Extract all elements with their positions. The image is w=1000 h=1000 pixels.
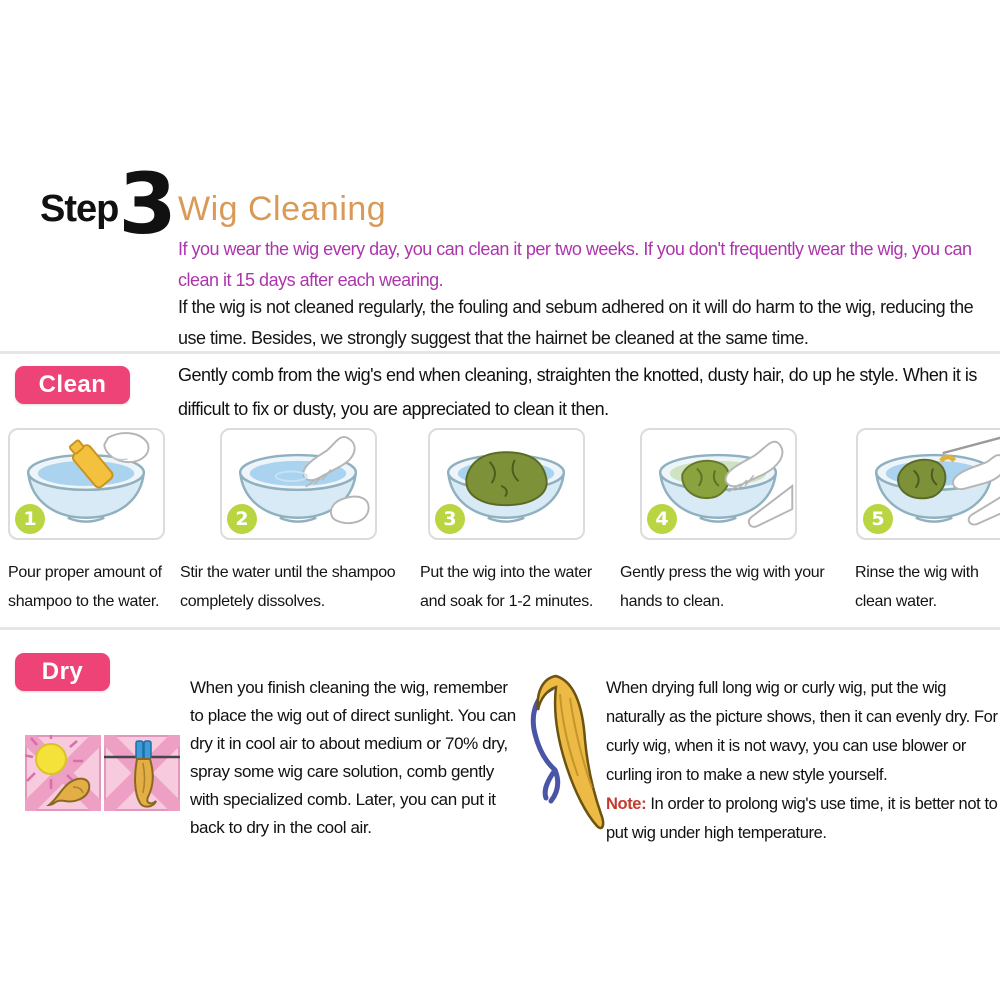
clean-badge: Clean (15, 366, 130, 404)
step-caption: Put the wig into the water and soak for 1-2 minutes. (420, 564, 594, 610)
intro-highlight-text: If you wear the wig every day, you can clean it per two weeks. If you don't frequently wear the wig, you can clean it 15 days after each wearing. (178, 239, 972, 290)
hang-dry-thumbnail (104, 735, 180, 811)
step-card (856, 428, 1000, 540)
page-title: Wig Cleaning (178, 190, 387, 228)
step-heading (40, 155, 177, 253)
note-label: Note: (606, 795, 647, 813)
step-number: 3 (118, 155, 177, 253)
hanging-wig-illustration (510, 668, 610, 851)
clean-description: Gently comb from the wig's end when cleaning, straighten the knotted, dusty hair, do up he style. When it is difficult to fix or dusty, you are appreciated to clean it then. (178, 365, 977, 419)
step-card (220, 428, 377, 540)
dry-thumbnails (25, 735, 180, 811)
step-number-badge: 5 (863, 504, 893, 534)
step-caption: Stir the water until the shampoo completely dissolves. (180, 564, 396, 610)
step-label: Step (40, 187, 119, 230)
step-card (428, 428, 585, 540)
dry-right-description (606, 674, 998, 848)
step-caption: Gently press the wig with your hands to clean. (620, 564, 825, 610)
no-direct-sunlight-thumbnail (25, 735, 101, 811)
step-caption: Pour proper amount of shampoo to the water. (8, 564, 162, 610)
step-number-badge: 4 (647, 504, 677, 534)
dry-badge: Dry (15, 653, 110, 691)
step-card (640, 428, 797, 540)
step-card (8, 428, 165, 540)
dry-left-description: When you finish cleaning the wig, remember to place the wig out of direct sunlight. You can dry it in cool air to about medium or 70% dry, spray some wig care solution, comb gently with specialized comb. Later, you can put it back to dry in the cool air. (190, 678, 516, 837)
note-text: In order to prolong wig's use time, it is better not to put wig under high temperature. (606, 795, 998, 842)
step-caption: Rinse the wig with clean water. (855, 564, 979, 610)
step-number-badge: 2 (227, 504, 257, 534)
step-number-badge: 3 (435, 504, 465, 534)
dry-right-text: When drying full long wig or curly wig, put the wig naturally as the picture shows, then it can evenly dry. For curly wig, when it is not wavy, you can use blower or curling iron to make a new style yourself. (606, 679, 998, 784)
step-number-badge: 1 (15, 504, 45, 534)
section-divider (0, 627, 1000, 630)
intro-body-text: If the wig is not cleaned regularly, the fouling and sebum adhered on it will do harm to the wig, reducing the use time. Besides, we strongly suggest that the hairnet be cleaned at the same time. (178, 297, 974, 348)
section-divider (0, 351, 1000, 354)
